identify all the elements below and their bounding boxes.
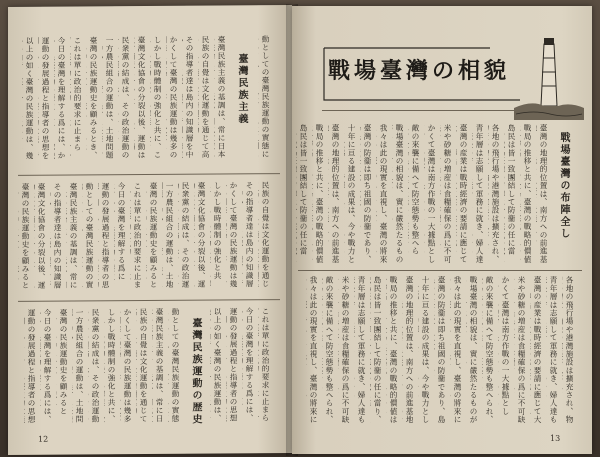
body-column: 臺灣の民族運動史を顧みるとき、その中に一貫して流れるものは自治への強い希求である: [21, 182, 30, 290]
body-column: 今日の臺灣を理解する爲には、かかる民族運動の歴史を正しく認識することが必要である: [245, 307, 254, 423]
body-column: これは單に政治的要求に止まらず、經濟的文化的な自立をも含むものであつたのである: [73, 36, 82, 152]
body-column: 我々は此の現實を直視し、臺灣の將來に: [453, 276, 462, 424]
body-column: 戰局の推移と共に、臺灣の戰略的價値: [523, 124, 532, 264]
body-column: 十年に亘る建設の成果は、今や戰力とし: [421, 276, 430, 424]
body-column: 各地の飛行場や港灣施設は擴充され、: [491, 124, 500, 264]
body-column: 敵の來襲に備へて防空態勢も整へら: [411, 124, 420, 256]
body-column: 臺灣の地理的位置は、南方への前進基地: [405, 276, 414, 424]
body-column: 米や砂糖の増産は食糧確保の爲に不可缺: [517, 276, 526, 424]
body-column: 島民は皆一致團結して防衞の任に當: [507, 124, 516, 256]
body-column: 民衆黨の結成は、その政治運動の一つの頂點を示すものであつたと言ひ得るであらう: [91, 308, 100, 424]
body-column: 今日の臺灣を理解する爲には、かかる民族運動の歴史を正しく認識することが必要である: [57, 36, 66, 160]
body-column: その指導者達は島内の知識層を中心として組織を擴げ、新聞や講演會を通じて民衆に訴へ: [245, 181, 254, 288]
body-column: 民衆黨の結成は、その政治運動の一つの頂點を示すものであつたと言ひ得るであらう: [181, 181, 190, 289]
body-column: 戰場臺灣の相貌は、實に嚴然たるもの: [395, 124, 404, 264]
body-column: 臺灣文化協會の分裂以後、運動は左右兩派に分かれ、それぞれ獨自の道を歩むに至つた: [197, 181, 206, 289]
body-column: しかし戰時體制の強化と共に、これらの運動は嚴しい彈壓を受けることとなつたのである: [213, 181, 222, 280]
body-column: しかし戰時體制の強化と共に、これらの運動は嚴しい彈壓を受けることとなつたのである: [107, 308, 116, 424]
section-heading: 臺灣民族主義: [236, 53, 247, 126]
body-column: 今日の臺灣を理解する爲には、かかる民族運動の歴史を正しく認識することが必要である: [117, 182, 126, 281]
body-column: 臺灣の産業は戰時經濟の要請に應じて大: [533, 276, 542, 424]
body-column: かくして臺灣の民族運動は幾多の困難に遭遇しながらも、次第にその基盤を固めていつた: [229, 181, 238, 289]
article-title-box: [320, 42, 548, 106]
body-column: 一方農民組合の運動は、土地問題を中心として廣く農村に浸透し、大きな勢力となつた: [105, 36, 114, 160]
body-column: 一方農民組合の運動は、土地問題を中心として廣く農村に浸透し、大きな勢力となつた: [75, 308, 84, 424]
section-divider: [18, 299, 280, 302]
body-column: 動としての臺灣民族運動の實態について見るならば、それは祖國に對する強い愛着と: [261, 35, 270, 159]
body-column: 青年層は志願して軍務に就き、婦人達も: [357, 276, 366, 424]
body-column: 臺灣文化協會の分裂以後、運動は左右兩派に分かれ、それぞれ獨自の道を歩むに至つた: [37, 182, 46, 290]
body-column: 運動の發展過程と指導者の思想を明らかにし、その歴史的意義を考察しなければならない: [101, 182, 110, 289]
body-column: 運動の發展過程と指導者の思想を明らかにし、その歴史的意義を考察しなければならない: [41, 36, 50, 160]
body-column: 島民は皆一致團結して防衞の任に當り、: [373, 276, 382, 424]
body-column: 運動の發展過程と指導者の思想を明らかにし、その歴史的意義を考察しなければならない: [229, 307, 238, 423]
body-column: 我々は此の現實を直視し、臺灣の將來: [379, 124, 388, 264]
body-column: 各地の飛行場や港灣施設は擴充され、物: [565, 276, 574, 424]
body-column: 戰局の推移と共に、臺灣の戰略的價値: [315, 124, 324, 264]
body-column: 敵の來襲に備へて防空態勢も整へられ、: [485, 276, 494, 424]
body-column: 以上の如く臺灣の民族運動は、幾多の曲折を經て今日に及んでゐるのである: [213, 307, 222, 423]
page-number: 12: [38, 434, 49, 444]
section-heading: 戰場臺灣の布陣全し: [558, 132, 569, 240]
body-column: 島民は皆一致團結して防衞の任に當: [299, 124, 308, 256]
body-column: これは單に政治的要求に止まらず、經濟的文化的な自立をも含むものであつたのである: [133, 182, 142, 289]
title-underline: [322, 110, 518, 111]
body-column: かくして臺灣の民族運動は幾多の困難に遭遇しながらも、次第にその基盤を固めていつた: [123, 308, 132, 424]
body-column: 青年層は志願して軍務に就き、婦人達も: [549, 276, 558, 424]
body-column: しかし戰時體制の強化と共に、これらの運動は嚴しい彈壓を受けることとなつたのである: [153, 35, 162, 159]
body-column: 今日の臺灣を理解する爲には、かかる民族運動の歴史を正しく認識することが必要である: [43, 308, 52, 424]
body-column: 民族の自覺は文化運動を通じて高められ、議會設置請願運動として展開されたのである: [139, 308, 148, 423]
article-title: 戰場臺灣の相貌: [328, 58, 511, 84]
body-column: 青年層は志願して軍務に就き、婦人達: [475, 124, 484, 264]
body-column: 米や砂糖の増産は食糧確保の爲に不可缺: [341, 276, 350, 424]
body-column: 運動の發展過程と指導者の思想を明らかにし、その歴史的意義を考察しなければならない: [27, 308, 36, 424]
body-column: 一方農民組合の運動は、土地問題を中心として廣く農村に浸透し、大きな勢力となつた: [165, 181, 174, 289]
body-column: 臺灣民族主義の基調は、常に日本の統治に對する抵抗と同化政策への反撥にあつた: [217, 35, 226, 159]
body-column: 臺灣の地理的位置は、南方への前進基: [539, 124, 548, 264]
body-column: 戰局の推移と共に、臺灣の戰略的價値は: [389, 276, 398, 424]
body-column: かくて臺灣は南方作戰の一大據點とし: [501, 276, 510, 416]
page-number: 13: [550, 434, 561, 443]
body-column: 十年に亘る建設の成果は、今や戰力と: [347, 124, 356, 264]
body-column: 戰場臺灣の相貌は、實に嚴然たるものが: [469, 276, 478, 424]
left-page: [8, 5, 292, 455]
body-column: 我々は此の現實を直視し、臺灣の將來に: [309, 276, 318, 424]
body-column: 敵の來襲に備へて防空態勢も整へられ、: [325, 276, 334, 424]
body-column: 民族の自覺は文化運動を通じて高められ、議會設置請願運動として展開されたのである: [261, 181, 270, 288]
body-column: かくて臺灣は南方作戰の一大據點とし: [427, 124, 436, 264]
body-column: その指導者達は島内の知識層を中心として組織を擴げ、新聞や講演會を通じて民衆に訴へ: [53, 182, 62, 290]
body-column: 臺灣の地理的位置は、南方への前進基: [331, 124, 340, 264]
body-column: 動としての臺灣民族運動の實態について見るならば、それは祖國に對する強い愛着と: [85, 182, 94, 290]
body-column: 臺灣の民族運動史を顧みるとき、その中に一貫して流れるものは自治への強い希求である: [149, 181, 158, 289]
section-heading: 臺灣民族運動の歴史: [190, 317, 201, 426]
body-column: 臺灣の民族運動史を顧みるとき、その中に一貫して流れるものは自治への強い希求である: [89, 36, 98, 160]
body-column: 臺灣の産業は戰時經濟の要請に應じて: [459, 124, 468, 264]
body-column: 臺灣民族主義の基調は、常に日本の統治に對する抵抗と同化政策への反撥にあつた: [69, 182, 78, 290]
body-column: これは單に政治的要求に止まらず、經濟的文化的な自立をも含むものであつたのである: [261, 307, 270, 423]
body-column: 臺灣の防衞は即ち祖國の防衞であり、: [363, 124, 372, 264]
body-column: その指導者達は島内の知識層を中心として組織を擴げ、新聞や講演會を通じて民衆に訴へ: [185, 35, 194, 159]
body-column: 臺灣の防衞は即ち祖國の防衞であり、島: [437, 276, 446, 424]
body-column: 臺灣文化協會の分裂以後、運動は左右兩派に分かれ、それぞれ獨自の道を歩むに至つた: [137, 36, 146, 160]
body-column: 動としての臺灣民族運動の實態について見るならば、それは祖國に對する強い愛着と: [171, 307, 180, 423]
body-column: 以上の如く臺灣の民族運動は、幾多の曲折を經て今日に及んでゐるのである: [25, 36, 34, 160]
body-column: 民族の自覺は文化運動を通じて高められ、議會設置請願運動として展開されたのである: [201, 35, 210, 159]
body-column: 米や砂糖の増産は食糧確保の爲に不可: [443, 124, 452, 264]
section-divider: [18, 173, 280, 176]
section-divider: [298, 270, 582, 271]
body-column: 臺灣の民族運動史を顧みるとき、その中に一貫して流れるものは自治への強い希求である: [59, 308, 68, 416]
body-column: かくして臺灣の民族運動は幾多の困難に遭遇しながらも、次第にその基盤を固めていつた: [169, 35, 178, 159]
body-column: 臺灣民族主義の基調は、常に日本の統治に對する抵抗と同化政策への反撥にあつた: [155, 307, 164, 423]
body-column: 民衆黨の結成は、その政治運動の一つの頂點を示すものであつたと言ひ得るであらう: [121, 36, 130, 160]
